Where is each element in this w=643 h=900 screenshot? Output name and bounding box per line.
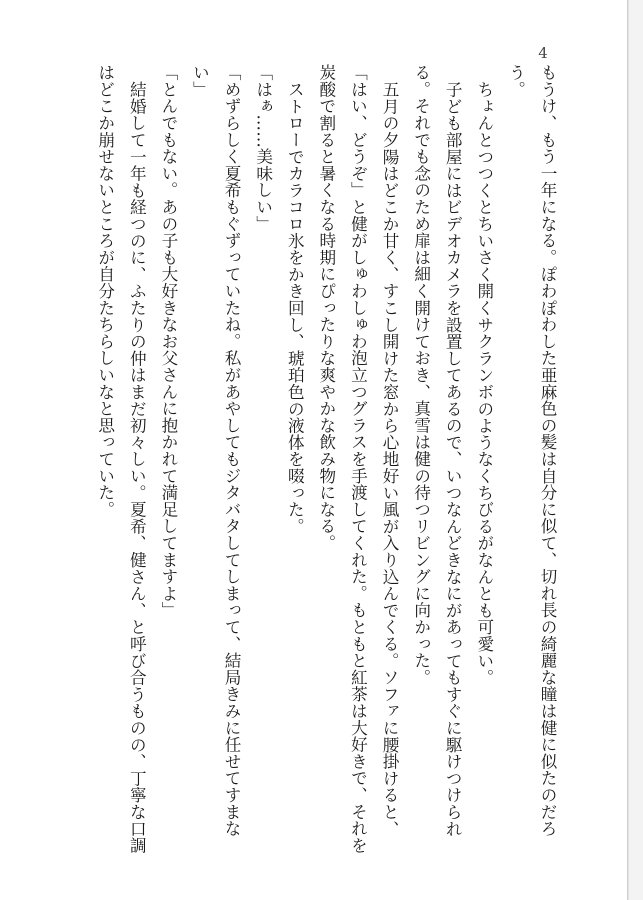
- dialogue-line: 「めずらしく夏希もぐずっていたね。私があやしてもジタバタしてしまって、結局きみに任せてすまない」: [190, 64, 242, 837]
- vertical-text-body: [89, 64, 563, 854]
- paragraph: 結婚して一年も経つのに、ふたりの仲はまだ初々しい。夏希、健さん、と呼び合うものの、丁寧な口調はどこか崩せないところが自分たちらしいなと思っていた。: [95, 64, 147, 854]
- paragraph: ちょんとつつくとちいさく開くサクランボのようなくちびるがなんとも可愛い。: [474, 80, 494, 686]
- viewer-scrollbar[interactable]: [628, 0, 643, 900]
- paragraph: もうけ、もう一年になる。ぽわぽわした亜麻色の髪は自分に似て、切れ長の綺麗な瞳は健に似たのだろう。: [506, 64, 557, 837]
- paragraph: 子ども部屋にはビデオカメラを設置してあるので、いつなんどきなにがあってもすぐに駆けつけられる。それでも念のため扉は細く開けておき、真雪は健の待つリビングに向かった。: [411, 64, 463, 837]
- page-number: 4: [538, 44, 548, 62]
- paragraph: ストローでカラコロ氷をかき回し、琥珀色の液体を啜った。: [285, 80, 305, 535]
- dialogue-line: 「はぁ……美味しい」: [253, 64, 273, 232]
- paragraph: 五月の夕陽はどこか甘く、すこし開けた窓から心地好い風が入り込んでくる。ソファに腰掛けると、「はい、どうぞ」と健がしゅわしゅわ泡立つグラスを手渡してくれた。もともと紅茶は大好きで、それを炭酸で割ると暑くなる時期にぴったりな爽やかな飲み物になる。: [316, 64, 400, 854]
- dialogue-line: 「とんでもない。あの子も大好きなお父さんに抱かれて満足してますよ」: [158, 64, 178, 619]
